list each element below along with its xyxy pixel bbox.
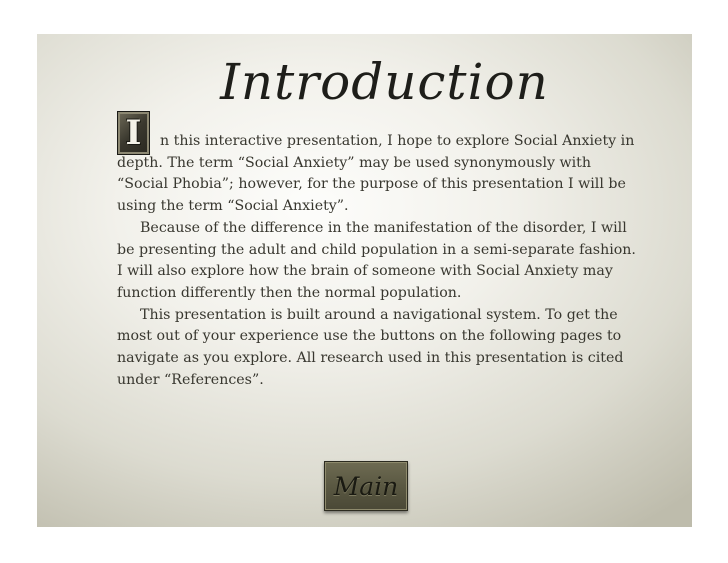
paragraph-navigation: This presentation is built around a navigational system. To get the most out of your experience use the buttons on the following pages to navigate as you explore. All research used in this presentation is cited under “References”. — [117, 306, 624, 388]
drop-cap: I — [117, 111, 150, 155]
slide-title: Introduction — [220, 53, 549, 111]
slide — [37, 34, 692, 527]
main-button-label: Main — [333, 471, 399, 501]
main-button[interactable] — [324, 461, 408, 511]
paragraph-populations: Because of the difference in the manifestation of the disorder, I will be presenting the adult and child population in a semi-separate fashion. I will also explore how the brain of someone with Social Anxiety may function differently then the normal population. — [117, 219, 636, 301]
paragraph-intro: n this interactive presentation, I hope to explore Social Anxiety in depth. The term “Social Anxiety” may be used synonymously with “Social Phobia”; however, for the purpose of this presentation I will be using the term “Social Anxiety”. — [117, 133, 635, 215]
body-text — [117, 131, 642, 391]
